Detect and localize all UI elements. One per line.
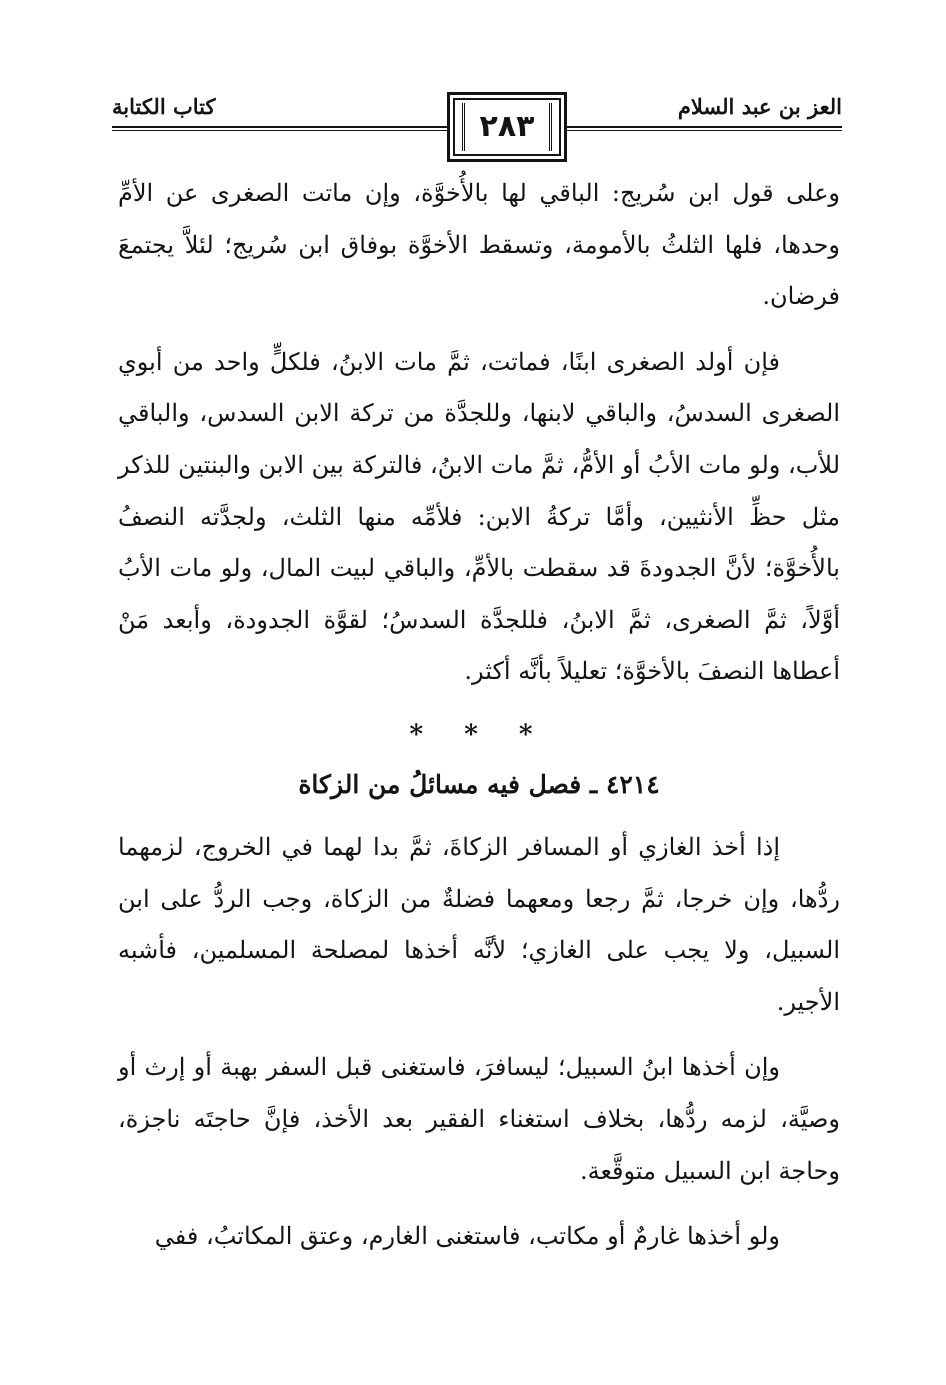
paragraph: إذا أخذ الغازي أو المسافر الزكاةَ، ثمَّ بدا لهما في الخروج، لزمهما ردُّها، وإن خرجا، ثمَّ رجعا ومعهما فضلةٌ من الزكاة، وجب الردُّ على ابن السبيل، ولا يجب على الغازي؛ لأنَّه أخذها لمصلحة المسلمين، فأشبه الأجير. [118, 832, 840, 1016]
section-heading: ٤٢١٤ ـ فصل فيه مسائلُ من الزكاة [298, 769, 660, 799]
running-head-book-title: كتاب الكتابة [112, 94, 216, 119]
page-header [112, 92, 842, 158]
paragraph: وإن أخذها ابنُ السبيل؛ ليسافرَ، فاستغنى قبل السفر بهبة أو إرث أو وصيَّة، لزمه ردُّها، بخلاف استغناء الفقير بعد الأخذ، فإنَّ حاجتَه ناجزة، وحاجة ابن السبيل متوقَّعة. [118, 1053, 840, 1185]
page-number-frame [447, 92, 567, 162]
paragraph: فإن أولد الصغرى ابنًا، فماتت، ثمَّ مات الابنُ، فلكلٍّ واحد من أبوي الصغرى السدسُ، والباقي لابنها، وللجدَّة من تركة الابن السدس، والباقي للأب، ولو مات الأبُ أو الأمُّ، ثمَّ مات الابنُ، فالتركة بين الابن والبنتين للذكر مثل حظِّ الأنثيين، وأمَّا تركةُ الابن: فلأمِّه منها الثلث، ولجدَّته النصفُ بالأُخوَّة؛ لأنَّ الجدودةَ قد سقطت بالأمِّ، والباقي لبيت المال، ولو مات الأبُ أوَّلاً، ثمَّ الصغرى، ثمَّ الابنُ، فللجدَّة السدسُ؛ لقوَّة الجدودة، وأبعد مَنْ أعطاها النصفَ بالأخوَّة؛ تعليلاً بأنَّه أكثر. [118, 347, 841, 686]
running-head-author: العز بن عبد السلام [677, 94, 842, 119]
page-body [118, 168, 840, 1263]
page-number: ٢٨٣ [479, 109, 535, 144]
paragraph: وعلى قول ابن سُريج: الباقي لها بالأُخوَّة، وإن ماتت الصغرى عن الأمِّ وحدها، فلها الثلثُ بالأمومة، وتسقط الأخوَّة بوفاق ابن سُريج؛ لئلاَّ يجتمعَ فرضان. [118, 179, 840, 311]
section-separator: * * * [409, 719, 549, 750]
paragraph: ولو أخذها غارمٌ أو مكاتب، فاستغنى الغارم، وعتق المكاتبُ، ففي [154, 1222, 780, 1251]
